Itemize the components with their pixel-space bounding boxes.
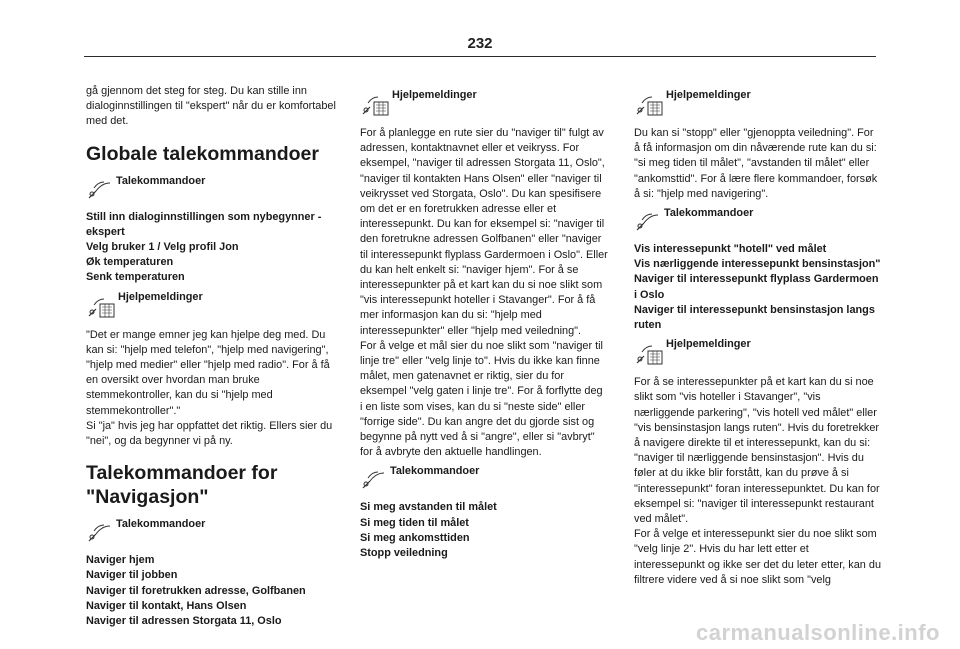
column-3 [634, 84, 882, 588]
nav-cmd-list [86, 553, 336, 629]
column-2 [360, 84, 608, 561]
voice-icon [86, 174, 116, 202]
help-messages-label: Hjelpemeldinger [86, 290, 336, 320]
nav-cmd: Naviger til jobben [86, 569, 178, 582]
voice-icon [360, 464, 390, 492]
help-text: "Det er mange emner jeg kan hjelpe deg med. Du kan si: "hjelp med telefon", "hjelp med navigering", "hjelp med medier" eller "hjelp med radio". For å få en oversikt over hvordan man bruke stemmekontroller, kan du si "hjelp med stemmekontroller"." [86, 328, 330, 417]
voice-icon [86, 517, 116, 545]
route-cmd: Si meg avstanden til målet [360, 501, 497, 514]
global-cmd: Velg bruker 1 / Velg profil Jon [86, 241, 239, 254]
poi-cmd-list [634, 242, 882, 333]
global-cmd: Senk temperaturen [86, 271, 185, 284]
help-messages-label: Hjelpemeldinger [634, 88, 882, 118]
poi-help-paragraph: For å se interessepunkter på et kart kan du si noe slikt som "vis hoteller i Stavanger", "vis nærliggende parkering", "vis hotell ved målet" eller "vis bensinstasjon langs ruten". Hvis du foretrekker å navigere direkte til et interessepunkt, kan du si: "naviger til nærliggende bensinstasjon". Hvis du føler at du ikke blir forstått, kan du prøve å si "interessepunkt" foran interessepunktet. Du kan for eksempel si: "naviger til interessepunkt restaurant ved målet". [634, 376, 880, 526]
route-cmd-list [360, 500, 608, 561]
heading-global-commands: Globale talekommandoer [86, 142, 319, 165]
nav-cmd: Naviger til adressen Storgata 11, Oslo [86, 615, 282, 628]
watermark: carmanualsonline.info [696, 620, 940, 645]
poi-cmd: Vis nærliggende interessepunkt bensinstasjon" [634, 258, 881, 271]
voice-screen-icon [360, 88, 392, 118]
global-cmd-list [86, 210, 336, 286]
global-cmd: Øk temperaturen [86, 256, 174, 269]
heading-navigation-commands: Talekommandoer for "Navigasjon" [86, 462, 278, 509]
confirm-text: Si "ja" hvis jeg har oppfattet det riktig. Ellers sier du "nei", og da begynner vi på ny. [86, 419, 333, 448]
nav-help-paragraph: For å planlegge en rute sier du "naviger til" fulgt av adressen, kontaktnavnet eller et veikryss. For eksempel, "naviger til adressen Storgata 11, Oslo", "naviger til kontakten Hans Olsen" eller "naviger til veikrysset ved Storgata, Oslo". Du kan spesifisere om det er en foretrukken adresse eller et interessepunkt. Du kan for eksempel si: "naviger til den foretrukne adressen Golfbanen" eller "naviger til interessepunkt flyplass Gardermoen i Oslo". Eller du kan helt enkelt si: "naviger hjem". For å se interessepunkter på et kart kan du si noe slikt som "vis interessepunkt hoteller i Stavanger". For å få mer informasjon kan du si: "hjelp med interessepunkter" eller "hjelp med veiledning". [360, 127, 608, 337]
voice-commands-label: Talekommandoer [86, 174, 336, 202]
voice-icon [634, 206, 664, 234]
route-cmd: Stopp veiledning [360, 547, 448, 560]
voice-screen-icon [86, 290, 118, 320]
nav-cmd: Naviger til kontakt, Hans Olsen [86, 599, 247, 612]
page-number: 232 [467, 35, 493, 52]
poi-cmd: Naviger til interessepunkt bensinstasjon langs ruten [634, 303, 875, 332]
nav-help-paragraph: For å velge et mål sier du noe slikt som "naviger til linje tre" eller "velg linje to". Hvis du ikke kan finne målet, men gatenavnet er riktig, sier du for eksempel "velg gaten i linje tre". For å forflytte deg i en liste som vises, kan du si "neste side" eller "forrige side". Du kan angre det du gjorde sist og begynne på nytt ved å si "angre", eller si "avbryt" for å avbryte den aktuelle handlingen. [360, 339, 603, 459]
help-messages-label: Hjelpemeldinger [360, 88, 608, 118]
poi-cmd: Naviger til interessepunkt flyplass Gardermoen i Oslo [634, 273, 879, 301]
voice-commands-label: Talekommandoer [360, 464, 608, 492]
route-cmd: Si meg ankomsttiden [360, 531, 470, 544]
poi-cmd: Vis interessepunkt "hotell" ved målet [634, 243, 827, 256]
guidance-help-paragraph: Du kan si "stopp" eller "gjenoppta veiledning". For å få informasjon om din nåværende rute kan du si: "si meg tiden til målet", "avstanden til målet" eller "ankomsttid". For å lære flere kommandoer, forsøk å si: "hjelp med navigering". [634, 127, 878, 200]
column-1 [86, 84, 336, 629]
help-messages-label: Hjelpemeldinger [634, 337, 882, 367]
header-rule [84, 56, 876, 57]
voice-commands-label: Talekommandoer [634, 206, 882, 234]
voice-screen-icon [634, 337, 666, 367]
voice-screen-icon [634, 88, 666, 118]
nav-cmd: Naviger hjem [86, 554, 155, 567]
intro-text: gå gjennom det steg for steg. Du kan stille inn dialoginnstillingen til "ekspert" når du er komfortabel med det. [86, 85, 336, 128]
route-cmd: Si meg tiden til målet [360, 516, 469, 529]
nav-cmd: Naviger til foretrukken adresse, Golfbanen [86, 584, 306, 597]
global-cmd: Still inn dialoginnstillingen som nybegynner - ekspert [86, 210, 322, 238]
voice-commands-label: Talekommandoer [86, 517, 336, 545]
poi-help-paragraph: For å velge et interessepunkt sier du noe slikt som "velg linje 2". Hvis du har lett etter et interessepunkt og ikke ser det du leter etter, kan du filtrere videre ved å si noe slikt som "velg [634, 528, 882, 586]
